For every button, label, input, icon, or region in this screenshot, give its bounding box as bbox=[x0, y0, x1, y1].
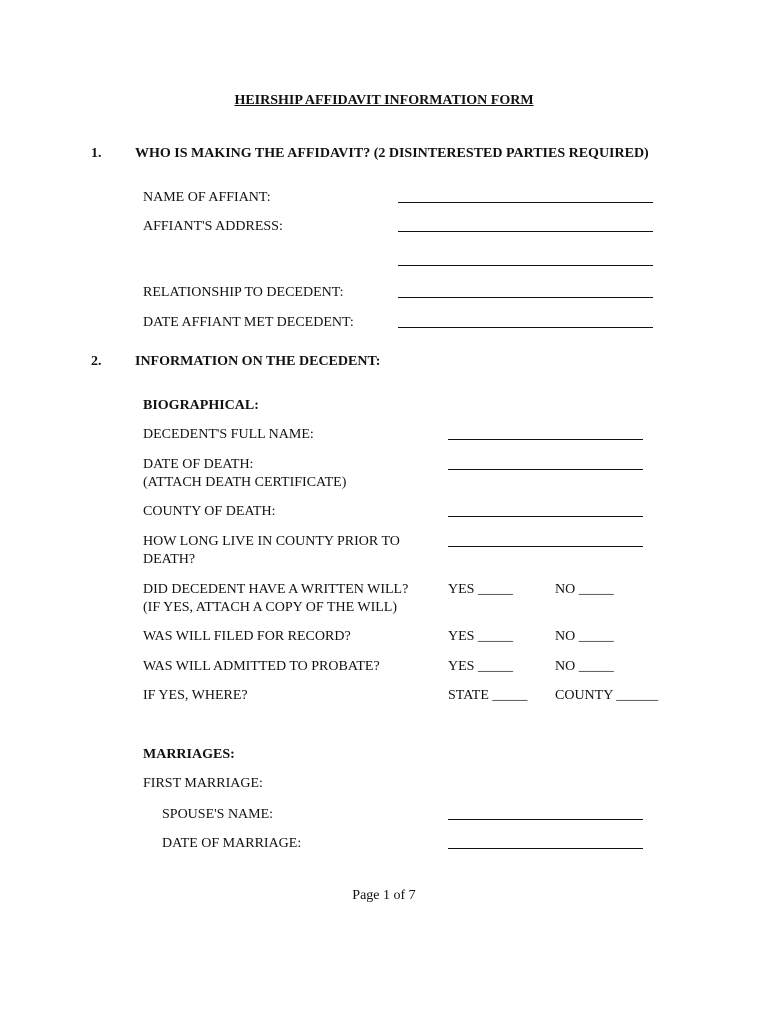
will-probate-yes[interactable]: YES _____ bbox=[448, 659, 513, 674]
will-filed-yes[interactable]: YES _____ bbox=[448, 629, 513, 644]
relationship-blank[interactable] bbox=[398, 297, 653, 298]
will-filed-label: WAS WILL FILED FOR RECORD? bbox=[143, 629, 351, 644]
date-of-death-label: DATE OF DEATH: bbox=[143, 457, 254, 472]
county-of-death-label: COUNTY OF DEATH: bbox=[143, 504, 276, 519]
will-probate-label: WAS WILL ADMITTED TO PROBATE? bbox=[143, 659, 380, 674]
how-long-label-line-1: HOW LONG LIVE IN COUNTY PRIOR TO bbox=[143, 534, 400, 549]
written-will-label: DID DECEDENT HAVE A WRITTEN WILL? bbox=[143, 582, 409, 597]
will-probate-no[interactable]: NO _____ bbox=[555, 659, 614, 674]
written-will-note: (IF YES, ATTACH A COPY OF THE WILL) bbox=[143, 600, 398, 615]
spouse-name-label: SPOUSE'S NAME: bbox=[162, 807, 274, 822]
biographical-heading: BIOGRAPHICAL: bbox=[143, 398, 259, 413]
affiant-name-label: NAME OF AFFIANT: bbox=[143, 190, 271, 205]
section-1-number: 1. bbox=[91, 146, 102, 161]
will-filed-no[interactable]: NO _____ bbox=[555, 629, 614, 644]
if-yes-where-label: IF YES, WHERE? bbox=[143, 688, 248, 703]
how-long-label-line-2: DEATH? bbox=[143, 552, 196, 567]
decedent-full-name-blank[interactable] bbox=[448, 439, 643, 440]
section-2-heading: INFORMATION ON THE DECEDENT: bbox=[135, 354, 381, 369]
relationship-label: RELATIONSHIP TO DECEDENT: bbox=[143, 285, 344, 300]
spouse-name-blank[interactable] bbox=[448, 819, 643, 820]
affiant-name-blank[interactable] bbox=[398, 202, 653, 203]
probate-state-field[interactable]: STATE _____ bbox=[448, 688, 528, 703]
how-long-blank[interactable] bbox=[448, 546, 643, 547]
county-of-death-blank[interactable] bbox=[448, 516, 643, 517]
affiant-address-blank-1[interactable] bbox=[398, 231, 653, 232]
probate-county-field[interactable]: COUNTY ______ bbox=[555, 688, 659, 703]
decedent-full-name-label: DECEDENT'S FULL NAME: bbox=[143, 427, 314, 442]
date-met-blank[interactable] bbox=[398, 327, 653, 328]
written-will-no[interactable]: NO _____ bbox=[555, 582, 614, 597]
marriages-heading: MARRIAGES: bbox=[143, 747, 235, 762]
date-of-death-blank[interactable] bbox=[448, 469, 643, 470]
page-number: Page 1 of 7 bbox=[352, 888, 416, 903]
affiant-address-blank-2[interactable] bbox=[398, 265, 653, 266]
section-1-heading: WHO IS MAKING THE AFFIDAVIT? (2 DISINTERESTED PARTIES REQUIRED) bbox=[135, 146, 649, 161]
written-will-yes[interactable]: YES _____ bbox=[448, 582, 513, 597]
affiant-address-label: AFFIANT'S ADDRESS: bbox=[143, 219, 283, 234]
date-of-marriage-label: DATE OF MARRIAGE: bbox=[162, 836, 302, 851]
date-of-marriage-blank[interactable] bbox=[448, 848, 643, 849]
first-marriage-label: FIRST MARRIAGE: bbox=[143, 776, 263, 791]
date-of-death-note: (ATTACH DEATH CERTIFICATE) bbox=[143, 475, 347, 490]
form-title: HEIRSHIP AFFIDAVIT INFORMATION FORM bbox=[234, 93, 534, 108]
date-met-label: DATE AFFIANT MET DECEDENT: bbox=[143, 315, 354, 330]
section-2-number: 2. bbox=[91, 354, 102, 369]
